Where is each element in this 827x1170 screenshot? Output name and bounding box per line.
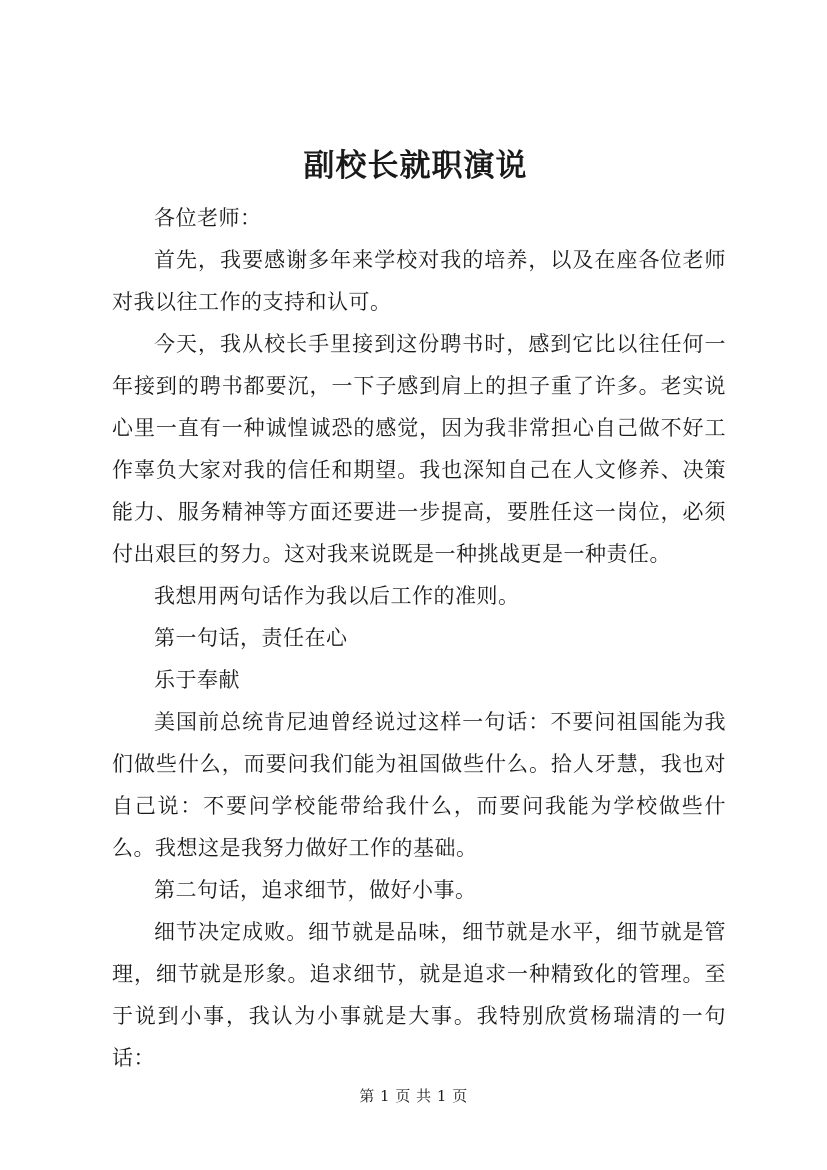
paragraph-principles-intro: 我想用两句话作为我以后工作的准则。 xyxy=(154,584,520,608)
paragraph-appointment: 今天，我从校长手里接到这份聘书时，感到它比以往任何一年接到的聘书都要沉，一下子感到肩上的担子重了许多。老实说心里一直有一种诚惶诚恐的感觉，因为我非常担心自己做不好工作辜负大家对我的信任和期望。我也深知自己在人文修养、决策能力、服务精神等方面还要进一步提高，要胜任这一岗位，必须付出艰巨的努力。这对我来说既是一种挑战更是一种责任。 xyxy=(112,332,726,566)
paragraph-dedication: 乐于奉献 xyxy=(154,668,240,692)
paragraph-salutation: 各位老师： xyxy=(154,206,262,230)
document-body xyxy=(112,197,726,1079)
page-footer: 第 1 页 共 1 页 xyxy=(359,1087,468,1105)
document-title: 副校长就职演说 xyxy=(303,148,528,184)
paragraph-details: 细节决定成败。细节就是品味，细节就是水平，细节就是管理，细节就是形象。追求细节，就是追求一种精致化的管理。至于说到小事，我认为小事就是大事。我特别欣赏杨瑞清的一句话： xyxy=(112,920,726,1070)
paragraph-kennedy-quote: 美国前总统肯尼迪曾经说过这样一句话：不要问祖国能为我们做些什么，而要问我们能为祖国做些什么。拾人牙慧，我也对自己说：不要问学校能带给我什么，而要问我能为学校做些什么。我想这是我努力做好工作的基础。 xyxy=(112,710,726,860)
paragraph-first-principle: 第一句话，责任在心 xyxy=(154,626,348,650)
paragraph-second-principle: 第二句话，追求细节，做好小事。 xyxy=(154,878,477,902)
paragraph-thanks: 首先，我要感谢多年来学校对我的培养，以及在座各位老师对我以往工作的支持和认可。 xyxy=(112,248,726,314)
